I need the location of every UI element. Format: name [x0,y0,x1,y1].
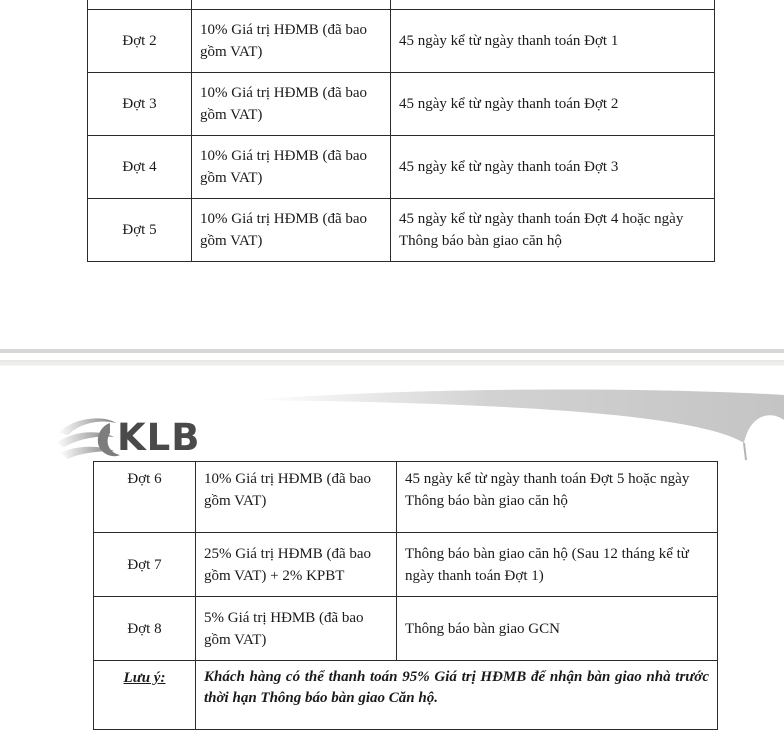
deadline-cell: 45 ngày kể từ ngày thanh toán Đợt 2 [391,73,715,136]
deadline-cell: 45 ngày kể từ ngày thanh toán Đợt 1 [391,10,715,73]
amount-cell: 25% Giá trị HĐMB (đã bao gồm VAT) + 2% KPBT [196,533,397,597]
note-row [94,661,718,730]
note-label: Lưu ý: [123,670,166,686]
table-row [94,597,718,661]
table-row [88,136,715,199]
table-row-stub [88,0,715,10]
amount-cell: 10% Giá trị HĐMB (đã bao gồm VAT) [192,10,391,73]
klb-logo-text: KLB [117,416,201,459]
amount-cell: 10% Giá trị HĐMB (đã bao gồm VAT) [192,199,391,262]
table-row [88,73,715,136]
amount-cell: 10% Giá trị HĐMB (đã bao gồm VAT) [192,73,391,136]
note-text: Khách hàng có thể thanh toán 95% Giá trị HĐMB để nhận bàn giao nhà trước thời hạn Thông báo bàn giao Căn hộ. [196,661,718,730]
deadline-cell: 45 ngày kể từ ngày thanh toán Đợt 3 [391,136,715,199]
deadline-cell: 45 ngày kể từ ngày thanh toán Đợt 5 hoặc ngày Thông báo bàn giao căn hộ [397,462,718,533]
amount-cell: 10% Giá trị HĐMB (đã bao gồm VAT) [192,136,391,199]
phase-cell: Đợt 6 [94,462,196,533]
phase-cell: Đợt 7 [94,533,196,597]
phase-cell: Đợt 8 [94,597,196,661]
phase-cell: Đợt 2 [88,10,192,73]
amount-cell: 10% Giá trị HĐMB (đã bao gồm VAT) [196,462,397,533]
phase-cell: Đợt 5 [88,199,192,262]
table-row [88,10,715,73]
phase-cell: Đợt 3 [88,73,192,136]
table-row [88,199,715,262]
amount-cell: 5% Giá trị HĐMB (đã bao gồm VAT) [196,597,397,661]
payment-schedule-table-bottom [93,461,718,730]
table-row [94,533,718,597]
table-row [94,462,718,533]
payment-schedule-table-top [87,0,715,262]
page-break [0,343,784,373]
page-edge-shadow [0,360,784,366]
page-edge [0,349,784,353]
phase-cell: Đợt 4 [88,136,192,199]
deadline-cell: Thông báo bàn giao căn hộ (Sau 12 tháng kể từ ngày thanh toán Đợt 1) [397,533,718,597]
deadline-cell: 45 ngày kể từ ngày thanh toán Đợt 4 hoặc ngày Thông báo bàn giao căn hộ [391,199,715,262]
deadline-cell: Thông báo bàn giao GCN [397,597,718,661]
